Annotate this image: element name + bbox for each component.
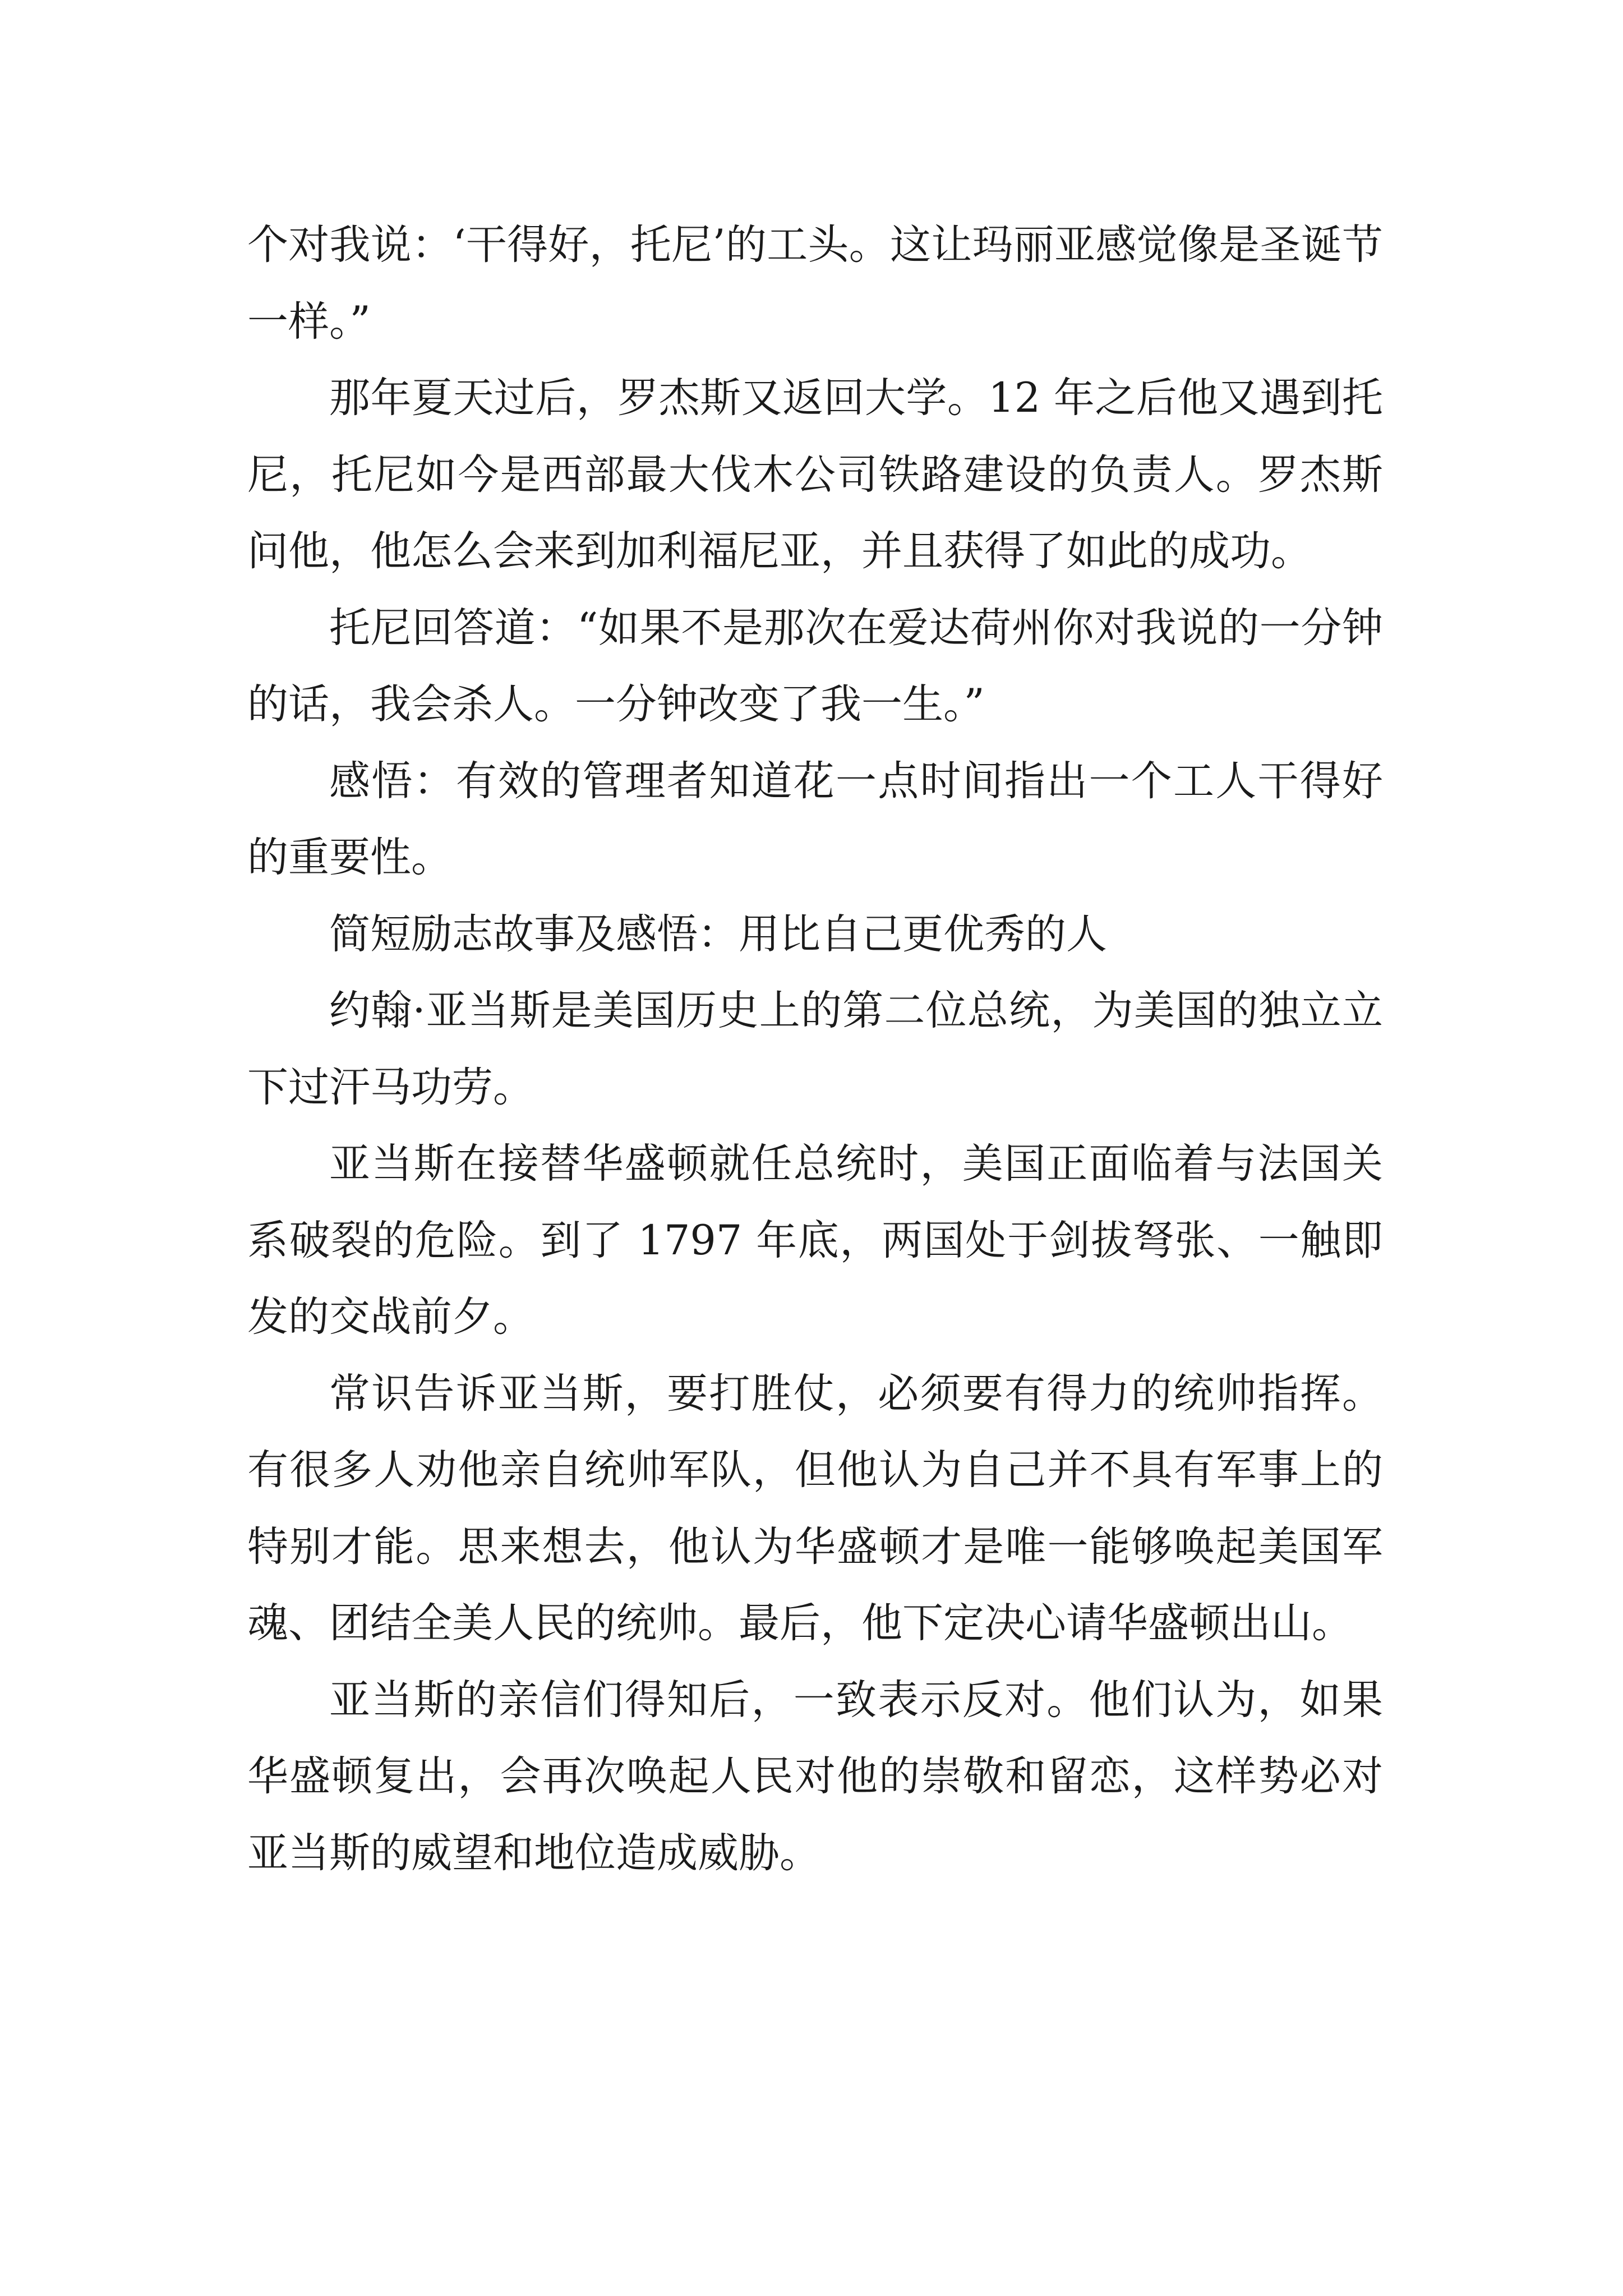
document-body <box>247 207 1383 1892</box>
paragraph-adams-commander: 常识告诉亚当斯，要打胜仗，必须要有得力的统帅指挥。有很多人劝他亲自统帅军队，但他认为自己并不具有军事上的特别才能。思来想去，他认为华盛顿才是唯一能够唤起美国军魂、团结全美人民的统帅。最后，他下定决心请华盛顿出山。 <box>247 1369 1383 1647</box>
paragraph-john-adams: 约翰·亚当斯是美国历史上的第二位总统，为美国的独立立下过汗马功劳。 <box>247 987 1383 1111</box>
paragraph-insight-manager: 感悟：有效的管理者知道花一点时间指出一个工人干得好的重要性。 <box>247 757 1383 881</box>
paragraph-tony-answer: 托尼回答道：“如果不是那次在爱达荷州你对我说的一分钟的话，我会杀人。一分钟改变了我一生。” <box>247 604 1383 728</box>
section-heading-better-people: 简短励志故事及感悟：用比自己更优秀的人 <box>329 910 1107 958</box>
paragraph-rogers-returns: 那年夏天过后，罗杰斯又返回大学。12 年之后他又遇到托尼，托尼如今是西部最大伐木公司铁路建设的负责人。罗杰斯问他，他怎么会来到加利福尼亚，并且获得了如此的成功。 <box>247 374 1383 575</box>
paragraph-adams-france: 亚当斯在接替华盛顿就任总统时，美国正面临着与法国关系破裂的危险。到了 1797 年底，两国处于剑拔弩张、一触即发的交战前夕。 <box>247 1140 1383 1341</box>
paragraph-continuation: 个对我说：‘干得好，托尼’的工头。这让玛丽亚感觉像是圣诞节一样。” <box>247 221 1383 346</box>
paragraph-adams-advisers: 亚当斯的亲信们得知后，一致表示反对。他们认为，如果华盛顿复出，会再次唤起人民对他的崇敬和留恋，这样势必对亚当斯的威望和地位造成威胁。 <box>247 1676 1383 1877</box>
